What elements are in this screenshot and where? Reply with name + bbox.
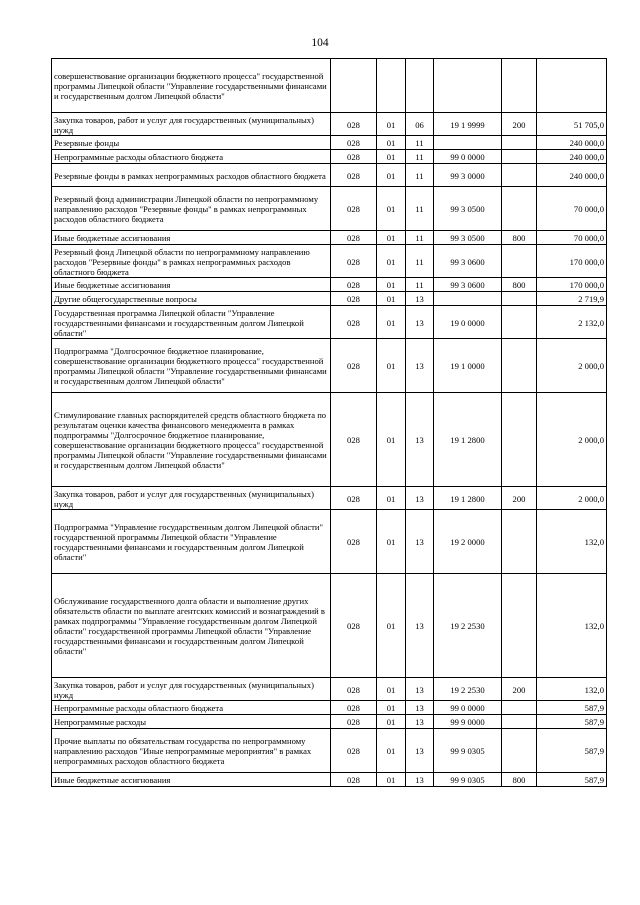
table-row — [52, 393, 607, 487]
table-row — [52, 164, 607, 187]
section-code-cell: 01 — [377, 292, 406, 306]
target-article-cell: 99 0 0000 — [434, 150, 502, 164]
expense-type-cell: 800 — [502, 278, 537, 292]
department-code-cell: 028 — [331, 510, 377, 574]
table-row — [52, 773, 607, 787]
department-code-cell: 028 — [331, 729, 377, 773]
target-article-cell: 19 2 0000 — [434, 510, 502, 574]
target-article-cell: 99 9 0305 — [434, 773, 502, 787]
section-code-cell: 01 — [377, 339, 406, 393]
target-article-cell: 99 9 0305 — [434, 729, 502, 773]
amount-cell: 2 000,0 — [537, 339, 607, 393]
expense-type-cell: 200 — [502, 678, 537, 701]
expense-name-cell: Резервный фонд Липецкой области по непрограммному направлению расходов "Резервные фонды" в рамках непрограммных расходов областного бюджета — [52, 245, 331, 278]
subsection-code-cell: 13 — [406, 729, 434, 773]
department-code-cell: 028 — [331, 306, 377, 339]
expense-name-cell: Закупка товаров, работ и услуг для государственных (муниципальных) нужд — [52, 487, 331, 510]
target-article-cell: 19 1 0000 — [434, 339, 502, 393]
amount-cell — [537, 59, 607, 113]
amount-cell: 70 000,0 — [537, 231, 607, 245]
expense-name-cell: Другие общегосударственные вопросы — [52, 292, 331, 306]
amount-cell: 587,9 — [537, 729, 607, 773]
expense-name-cell: Закупка товаров, работ и услуг для государственных (муниципальных) нужд — [52, 678, 331, 701]
amount-cell: 2 000,0 — [537, 393, 607, 487]
subsection-code-cell: 11 — [406, 231, 434, 245]
amount-cell: 51 705,0 — [537, 113, 607, 136]
expense-name-cell: Подпрограмма "Долгосрочное бюджетное планирование, совершенствование организации бюджетного процесса" государственной программы Липецкой области "Управление государственными финансами и государственным долгом Липецкой области" — [52, 339, 331, 393]
section-code-cell — [377, 59, 406, 113]
table-row — [52, 701, 607, 715]
section-code-cell: 01 — [377, 231, 406, 245]
section-code-cell: 01 — [377, 678, 406, 701]
table-row — [52, 292, 607, 306]
section-code-cell: 01 — [377, 278, 406, 292]
target-article-cell: 19 2 2530 — [434, 574, 502, 678]
expense-name-cell: Прочие выплаты по обязательствам государства по непрограммному направлению расходов "Иные непрограммные мероприятия" в рамках непрограммных расходов областного бюджета — [52, 729, 331, 773]
table-row — [52, 59, 607, 113]
department-code-cell: 028 — [331, 245, 377, 278]
page-number: 104 — [311, 37, 329, 49]
expense-type-cell: 800 — [502, 773, 537, 787]
target-article-cell: 99 0 0000 — [434, 701, 502, 715]
amount-cell: 2 000,0 — [537, 487, 607, 510]
expense-type-cell — [502, 393, 537, 487]
subsection-code-cell: 13 — [406, 574, 434, 678]
target-article-cell: 99 3 0000 — [434, 164, 502, 187]
target-article-cell — [434, 136, 502, 150]
table-row — [52, 339, 607, 393]
amount-cell: 132,0 — [537, 574, 607, 678]
department-code-cell: 028 — [331, 339, 377, 393]
section-code-cell: 01 — [377, 306, 406, 339]
expense-type-cell: 800 — [502, 231, 537, 245]
amount-cell: 240 000,0 — [537, 136, 607, 150]
department-code-cell — [331, 59, 377, 113]
table-row — [52, 510, 607, 574]
expense-name-cell: Резервный фонд администрации Липецкой области по непрограммному направлению расходов "Резервные фонды" в рамках непрограммных расходов областного бюджета — [52, 187, 331, 231]
amount-cell: 170 000,0 — [537, 278, 607, 292]
department-code-cell: 028 — [331, 773, 377, 787]
target-article-cell — [434, 59, 502, 113]
department-code-cell: 028 — [331, 136, 377, 150]
expense-type-cell — [502, 574, 537, 678]
subsection-code-cell: 13 — [406, 292, 434, 306]
expense-type-cell — [502, 729, 537, 773]
expense-name-cell: Непрограммные расходы — [52, 715, 331, 729]
subsection-code-cell: 13 — [406, 678, 434, 701]
subsection-code-cell: 13 — [406, 339, 434, 393]
subsection-code-cell: 13 — [406, 701, 434, 715]
expense-name-cell: Обслуживание государственного долга области и выполнение других обязательств области по выплате агентских комиссий и вознаграждений в рамках подпрограммы "Управление государственным долгом Липецкой области" государственной программы Липецкой области "Управление государственными финансами и государственным долгом Липецкой области" — [52, 574, 331, 678]
expense-name-cell: Государственная программа Липецкой области "Управление государственными финансами и государственным долгом Липецкой области" — [52, 306, 331, 339]
table-row — [52, 231, 607, 245]
expense-name-cell: совершенствование организации бюджетного процесса" государственной программы Липецкой области "Управление государственными финансами и государственным долгом Липецкой области" — [52, 59, 331, 113]
subsection-code-cell: 11 — [406, 164, 434, 187]
subsection-code-cell: 11 — [406, 245, 434, 278]
subsection-code-cell: 11 — [406, 150, 434, 164]
department-code-cell: 028 — [331, 164, 377, 187]
section-code-cell: 01 — [377, 701, 406, 715]
target-article-cell: 19 1 2800 — [434, 393, 502, 487]
amount-cell: 132,0 — [537, 678, 607, 701]
subsection-code-cell — [406, 59, 434, 113]
table-row — [52, 729, 607, 773]
expense-name-cell: Стимулирование главных распорядителей средств областного бюджета по результатам оценки качества финансового менеджмента в рамках подпрограммы "Долгосрочное бюджетное планирование, совершенствование организации бюджетного процесса" государственной программы Липецкой области "Управление государственными финансами и государственным долгом Липецкой области" — [52, 393, 331, 487]
target-article-cell: 99 3 0600 — [434, 245, 502, 278]
table-row — [52, 306, 607, 339]
amount-cell: 587,9 — [537, 773, 607, 787]
expense-type-cell — [502, 306, 537, 339]
subsection-code-cell: 13 — [406, 487, 434, 510]
department-code-cell: 028 — [331, 701, 377, 715]
amount-cell: 70 000,0 — [537, 187, 607, 231]
subsection-code-cell: 13 — [406, 510, 434, 574]
expense-type-cell — [502, 59, 537, 113]
table-row — [52, 245, 607, 278]
target-article-cell: 19 2 2530 — [434, 678, 502, 701]
table-row — [52, 150, 607, 164]
section-code-cell: 01 — [377, 187, 406, 231]
subsection-code-cell: 13 — [406, 773, 434, 787]
amount-cell: 587,9 — [537, 715, 607, 729]
amount-cell: 240 000,0 — [537, 164, 607, 187]
subsection-code-cell: 13 — [406, 715, 434, 729]
section-code-cell: 01 — [377, 773, 406, 787]
amount-cell: 132,0 — [537, 510, 607, 574]
section-code-cell: 01 — [377, 150, 406, 164]
table-row — [52, 136, 607, 150]
expense-type-cell — [502, 292, 537, 306]
expense-type-cell — [502, 187, 537, 231]
department-code-cell: 028 — [331, 187, 377, 231]
table-row — [52, 487, 607, 510]
expense-name-cell: Иные бюджетные ассигнования — [52, 773, 331, 787]
budget-table — [51, 58, 607, 787]
table-row — [52, 678, 607, 701]
amount-cell: 587,9 — [537, 701, 607, 715]
target-article-cell: 19 0 0000 — [434, 306, 502, 339]
expense-type-cell — [502, 164, 537, 187]
target-article-cell: 19 1 9999 — [434, 113, 502, 136]
expense-type-cell — [502, 715, 537, 729]
subsection-code-cell: 11 — [406, 136, 434, 150]
expense-name-cell: Закупка товаров, работ и услуг для государственных (муниципальных) нужд — [52, 113, 331, 136]
section-code-cell: 01 — [377, 729, 406, 773]
expense-type-cell — [502, 245, 537, 278]
target-article-cell: 99 3 0600 — [434, 278, 502, 292]
target-article-cell — [434, 292, 502, 306]
expense-type-cell — [502, 701, 537, 715]
expense-type-cell: 200 — [502, 113, 537, 136]
section-code-cell: 01 — [377, 487, 406, 510]
subsection-code-cell: 13 — [406, 306, 434, 339]
department-code-cell: 028 — [331, 715, 377, 729]
expense-name-cell: Иные бюджетные ассигнования — [52, 231, 331, 245]
department-code-cell: 028 — [331, 393, 377, 487]
department-code-cell: 028 — [331, 292, 377, 306]
table-row — [52, 278, 607, 292]
expense-type-cell — [502, 339, 537, 393]
amount-cell: 2 719,9 — [537, 292, 607, 306]
amount-cell: 2 132,0 — [537, 306, 607, 339]
section-code-cell: 01 — [377, 715, 406, 729]
department-code-cell: 028 — [331, 278, 377, 292]
subsection-code-cell: 13 — [406, 393, 434, 487]
section-code-cell: 01 — [377, 510, 406, 574]
target-article-cell: 99 3 0500 — [434, 187, 502, 231]
section-code-cell: 01 — [377, 113, 406, 136]
department-code-cell: 028 — [331, 150, 377, 164]
section-code-cell: 01 — [377, 164, 406, 187]
subsection-code-cell: 11 — [406, 187, 434, 231]
table-row — [52, 715, 607, 729]
target-article-cell: 99 3 0500 — [434, 231, 502, 245]
department-code-cell: 028 — [331, 113, 377, 136]
section-code-cell: 01 — [377, 393, 406, 487]
target-article-cell: 99 9 0000 — [434, 715, 502, 729]
expense-type-cell: 200 — [502, 487, 537, 510]
amount-cell: 170 000,0 — [537, 245, 607, 278]
section-code-cell: 01 — [377, 574, 406, 678]
department-code-cell: 028 — [331, 574, 377, 678]
subsection-code-cell: 11 — [406, 278, 434, 292]
expense-name-cell: Иные бюджетные ассигнования — [52, 278, 331, 292]
department-code-cell: 028 — [331, 678, 377, 701]
section-code-cell: 01 — [377, 136, 406, 150]
expense-name-cell: Подпрограмма "Управление государственным долгом Липецкой области" государственной программы Липецкой области "Управление государственными финансами и государственным долгом Липецкой области" — [52, 510, 331, 574]
budget-table-body — [52, 59, 607, 787]
expense-name-cell: Резервные фонды в рамках непрограммных расходов областного бюджета — [52, 164, 331, 187]
table-row — [52, 113, 607, 136]
expense-name-cell: Непрограммные расходы областного бюджета — [52, 701, 331, 715]
department-code-cell: 028 — [331, 231, 377, 245]
table-row — [52, 187, 607, 231]
expense-type-cell — [502, 150, 537, 164]
expense-type-cell — [502, 136, 537, 150]
subsection-code-cell: 06 — [406, 113, 434, 136]
expense-name-cell: Непрограммные расходы областного бюджета — [52, 150, 331, 164]
department-code-cell: 028 — [331, 487, 377, 510]
target-article-cell: 19 1 2800 — [434, 487, 502, 510]
section-code-cell: 01 — [377, 245, 406, 278]
expense-type-cell — [502, 510, 537, 574]
amount-cell: 240 000,0 — [537, 150, 607, 164]
expense-name-cell: Резервные фонды — [52, 136, 331, 150]
table-row — [52, 574, 607, 678]
